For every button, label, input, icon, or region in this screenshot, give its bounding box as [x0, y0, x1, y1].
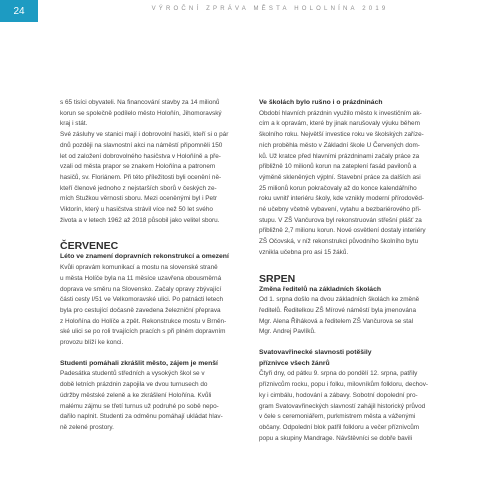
text-line: Své zásluhy ve stanici mají i dobrovolní hasiči, kteří si o pár [60, 131, 229, 139]
traffic-paragraph [60, 263, 256, 349]
text-line: výměně skleněných výplní. Stavební práce za dalších asi [259, 173, 421, 181]
text-line: přibližně 2,7 milionu korun. Nové osvětlení dostaly interiéry [259, 227, 426, 235]
directors-paragraph [259, 295, 455, 338]
text-line: Mgr. Alena Řiháková a ředitelem ZŠ Vančurova se stal [259, 317, 414, 325]
text-line: provozu blíží ke konci. [60, 339, 124, 347]
intro-paragraph [60, 98, 256, 226]
text-line: stupu. V ZŠ Vančurova byl rekonstruován střešní plášť za [259, 216, 422, 224]
text-line: ně zelené prostory. [60, 423, 114, 431]
text-line: mích Stužkou věrnosti sboru. Mezi oceněnými byl i Petr [60, 195, 217, 203]
section-heading-schools: Ve školách bylo rušno i o prázdninách [259, 99, 383, 106]
text-line: ních proběhla město v Základní škole U Červených dom- [259, 141, 420, 149]
text-line: kteří členové jednoho z nejstarších sborů v českých ze- [60, 184, 217, 192]
month-heading-july: ČERVENEC [60, 240, 119, 253]
right-column [259, 98, 455, 444]
text-line: doprava ve směru na Slovensko. Začaly opravy zbývající [60, 285, 222, 293]
text-line: malému zájmu se třetí turnus už podruhé po sobě nepo- [60, 402, 219, 410]
text-line: ředitelů. Ředitelkou ZŠ Mírové náměstí byla jmenována [259, 306, 417, 314]
students-paragraph [60, 369, 256, 433]
text-line: né učebny včetně vybavení, vytahu a bezbariérového při- [259, 206, 421, 214]
page-number: 24 [13, 5, 25, 17]
text-line: ZŠ Očovská, v níž rekonstrukci původního školního bytu [259, 238, 419, 246]
text-line: roku uvnitř interiéru školy, kde vznikly moderní přírodověd- [259, 195, 425, 203]
section-heading-directors: Změna ředitelů na základních školách [259, 285, 382, 293]
section-heading-festival [259, 348, 455, 369]
text-line: ky i cimbálu, hodování a zábavy. Sobotní dopolední pro- [259, 391, 418, 399]
text-line: 25 milionů korun pokračovaly až do konce kalendářního [259, 184, 417, 192]
text-line: době letních prázdnin zapojila ve dvou turnusech do [60, 381, 208, 389]
text-line: kraj i stát. [60, 120, 88, 128]
text-line: přibližně 10 milionů korun na zateplení fasád pavilonů a [259, 163, 417, 171]
text-line: Období hlavních prázdnin využilo město k investičním ak- [259, 109, 422, 117]
text-line: v čele s ceremoniářem, purkmistrem města a váženými [259, 413, 416, 421]
text-line: ské ulici se po roli trvajících pracích s při plném dopravním [60, 328, 226, 336]
text-line: s 65 tisíci obyvateli. Na financování stavby za 14 milionů [60, 99, 220, 106]
festival-paragraph [259, 369, 455, 444]
section-heading-students: Studenti pomáhali zkrášlit město, zájem je menší [60, 359, 218, 367]
text-line: byla pro cestující dočasně zavedena železniční přeprava [60, 306, 221, 314]
heading-line: příznivce všech žánrů [259, 359, 330, 367]
text-line: Mgr. Andrej Pavlíků. [259, 328, 316, 336]
text-line: dařilo naplnit. Studenti za odměnu pomáhají ukládat hlav- [60, 413, 223, 421]
text-line: života a v letech 1962 až 2018 působil jako velitel sboru. [60, 216, 220, 224]
schools-paragraph [259, 109, 455, 259]
text-line: gram Svatovavřineckých slavností zahájil historický průvod [259, 402, 426, 410]
text-line: ků. Už kratce před hlavními prázdninami začaly práce za [259, 152, 420, 160]
text-line: Padesátka studentů středních a vysokých škol se v [60, 370, 205, 378]
text-line: Viktorín, který u hasičstva strávil více než 50 let svého [60, 206, 213, 214]
text-line: Čtyři dny, od pátku 9. srpna do pondělí 12. srpna, patřily [259, 370, 418, 378]
text-line: části cesty I/51 ve Velkomoravské ulici. Po patnácti letech [60, 296, 224, 304]
heading-line: Svatovavřinecké slavnosti potěšily [259, 349, 372, 357]
text-line: u města Holíče byla na 11 měsíce uzavřena obousměrná [60, 274, 222, 282]
running-header: VÝROČNÍ ZPRÁVA MĚSTA HOLOLNÍNA 2019 [151, 6, 389, 12]
month-heading-august: SRPEN [259, 272, 296, 285]
page-number-badge [0, 0, 38, 22]
section-heading-traffic: Léto ve znamení dopravních rekonstrukcí a omezení [60, 253, 229, 261]
text-line: let od založení dobrovolného hasičstva v Holoňíně a pře- [60, 152, 221, 160]
text-line: vzali od města prapor se znakem Holoňína a patronem [60, 163, 216, 171]
text-line: vznikla učebna pro asi 15 žáků. [259, 248, 349, 256]
text-line: dnů později na slavnostní akci na náměstí připomněli 150 [60, 141, 223, 149]
text-line: Kvůli opravám komunikací a mostu na slovenské straně [60, 264, 218, 272]
text-line: školního roku. Největší investice roku ve školských zaříze- [259, 131, 424, 139]
text-line: příznivcům rocku, popu i folku, milovníkům folkloru, dechov- [259, 381, 429, 389]
text-line: Od 1. srpna došlo na dvou základních školách ke změně [259, 296, 420, 304]
text-line: korun se společně podílelo město Holoňín, Jihomoravský [60, 109, 222, 117]
text-line: údržby městské zeleně a ke zkrášlení Holoňína. Kvůli [60, 391, 212, 399]
text-line: popu a skupiny Mandrage. Návštěvníci se dobře bavili [259, 434, 413, 442]
text-line: z Holoňína do Holíče a zpět. Rekonstrukce mostu v Brněn- [60, 317, 227, 325]
left-column [60, 98, 256, 434]
text-line: občany. Odpolední blok patřil folkloru a večer příznivcům [259, 423, 420, 431]
text-line: cím a k opravám, které by jinak narušovaly výuku během [259, 120, 420, 128]
text-line: hasičů, sv. Floriánem. Při této příležitosti byli ocenění ně- [60, 173, 222, 181]
